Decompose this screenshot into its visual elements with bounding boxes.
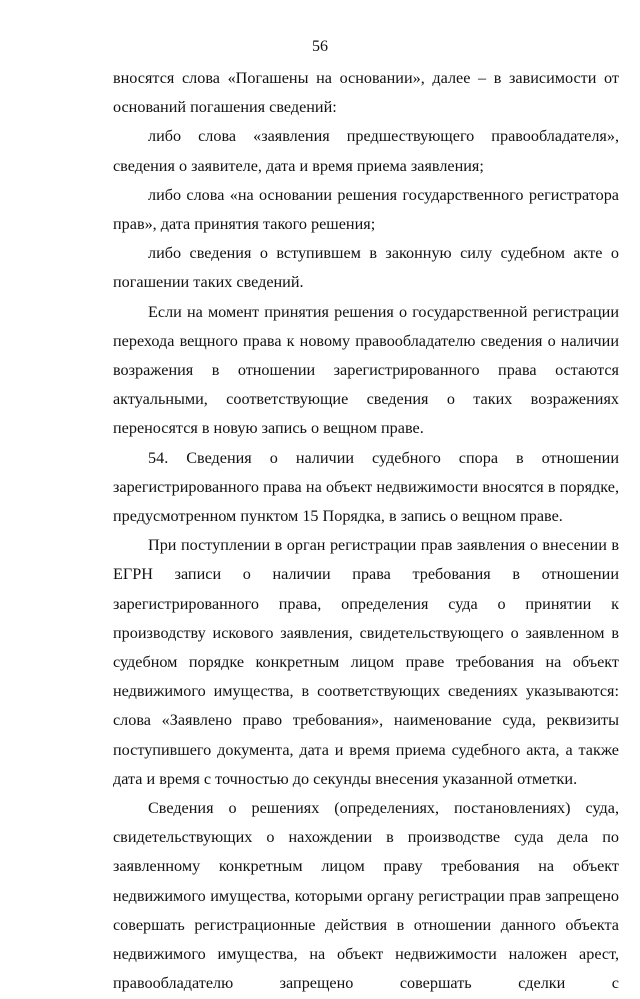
paragraph: Если на момент принятия решения о государственной регистрации перехода вещного права к новому правообладателю сведения о наличии возражения в отношении зарегистрированного права остаются актуальными, соответствующие сведения о таких возражениях переносятся в новую запись о вещном праве. <box>113 302 619 438</box>
paragraph: Сведения о решениях (определениях, постановлениях) суда, свидетельствующих о нахождении в производстве суда дела по заявленному конкретным лицом праву требования на объект недвижимого имущества, которыми органу регистрации прав запрещено совершать регистрационные действия в отношении данного объекта недвижимого имущества, на объект недвижимости наложен арест, правообладателю запрещено совершать сделки с <box>113 799 619 993</box>
paragraph: либо сведения о вступившем в законную силу судебном акте о погашении таких сведений. <box>113 244 619 292</box>
paragraph: либо слова «на основании решения государственного регистратора прав», дата принятия такого решения; <box>113 185 619 234</box>
document-body <box>113 64 619 999</box>
page-number: 56 <box>312 38 328 55</box>
paragraph: 54. Сведения о наличии судебного спора в отношении зарегистрированного права на объект недвижимости вносятся в порядке, предусмотренном пунктом 15 Порядка, в запись о вещном праве. <box>113 448 619 526</box>
paragraph: При поступлении в орган регистрации прав заявления о внесении в ЕГРН записи о наличии права требования в отношении зарегистрированного права, определения суда о принятии к производству искового заявления, свидетельствующего о заявленном в судебном порядке конкретным лицом праве требования на объект недвижимого имущества, в соответствующих сведениях указываются: слова «Заявлено право требования», наименование суда, реквизиты поступившего документа, дата и время приема судебного акта, а также дата и время с точностью до секунды внесения указанной отметки. <box>113 536 619 788</box>
paragraph: либо слова «заявления предшествующего правообладателя», сведения о заявителе, дата и время приема заявления; <box>113 127 619 175</box>
paragraph: вносятся слова «Погашены на основании», далее – в зависимости от оснований погашения сведений: <box>113 69 619 117</box>
